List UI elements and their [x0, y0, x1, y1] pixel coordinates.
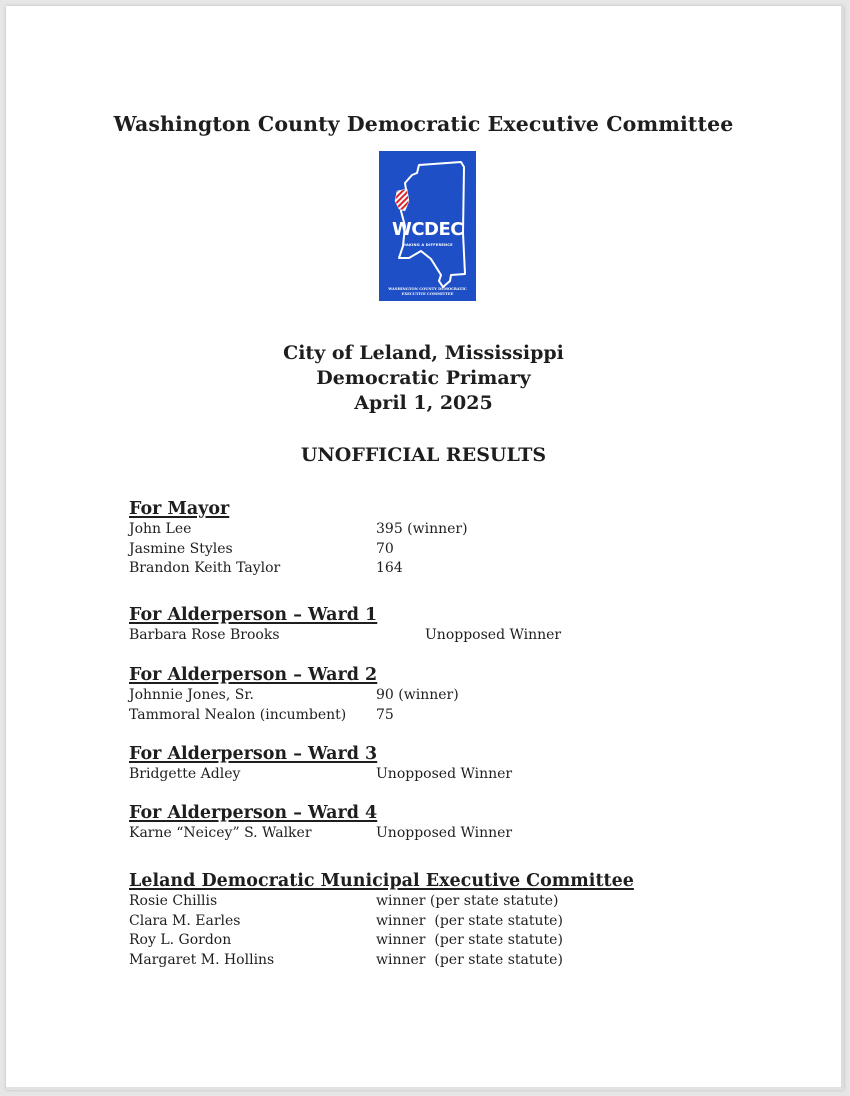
candidate-name: Tammoral Nealon (incumbent) [129, 706, 347, 723]
candidate-result: 75 [376, 706, 394, 723]
section-mayor [129, 498, 749, 579]
result-row [129, 706, 749, 726]
result-row [129, 824, 749, 844]
section-heading: For Alderperson – Ward 4 [129, 803, 378, 823]
candidate-name: Margaret M. Hollins [129, 951, 275, 968]
section-heading: Leland Democratic Municipal Executive Committee [129, 871, 634, 891]
candidate-result: winner (per state statute) [376, 951, 563, 968]
candidate-result: Unopposed Winner [425, 627, 562, 643]
result-row [129, 559, 749, 579]
candidate-result: Unopposed Winner [376, 825, 513, 841]
candidate-name: Roy L. Gordon [129, 932, 232, 948]
result-row [129, 686, 749, 706]
section-executive-committee [129, 870, 749, 970]
logo-org-line2: EXECUTIVE COMMITTEE [401, 292, 454, 296]
result-row [129, 931, 749, 951]
section-ward-3 [129, 743, 749, 785]
candidate-name: Rosie Chillis [129, 893, 218, 909]
candidate-result: winner (per state statute) [376, 893, 559, 909]
candidate-name: John Lee [129, 521, 192, 537]
candidate-result: 395 (winner) [376, 521, 468, 537]
logo-tagline: MAKING A DIFFERENCE [402, 243, 453, 247]
document-page [6, 6, 844, 1090]
results-title: UNOFFICIAL RESULTS [300, 444, 547, 466]
logo-org-name [381, 287, 474, 297]
section-heading: For Alderperson – Ward 2 [129, 665, 378, 685]
candidate-name: Jasmine Styles [129, 540, 233, 557]
candidate-name: Karne “Neicey” S. Walker [129, 825, 312, 841]
result-row [129, 912, 749, 932]
candidate-name: Bridgette Adley [129, 766, 241, 782]
document-title: Washington County Democratic Executive Committee [113, 112, 734, 136]
section-heading: For Alderperson – Ward 3 [129, 744, 378, 764]
section-heading: For Mayor [129, 499, 230, 519]
section-ward-1 [129, 604, 749, 646]
candidate-name: Johnnie Jones, Sr. [129, 687, 254, 703]
result-row [129, 520, 749, 540]
result-row [129, 892, 749, 912]
section-ward-2 [129, 664, 749, 725]
candidate-name: Brandon Keith Taylor [129, 560, 281, 576]
candidate-result: Unopposed Winner [376, 766, 513, 782]
wcdec-logo [379, 151, 476, 301]
logo-org-line1: WASHINGTON COUNTY DEMOCRATIC [388, 287, 467, 291]
candidate-result: 164 [376, 560, 403, 576]
candidate-result: 90 (winner) [376, 687, 459, 703]
result-row [129, 765, 749, 785]
section-ward-4 [129, 802, 749, 844]
election-date: April 1, 2025 [354, 392, 493, 414]
candidate-name: Barbara Rose Brooks [129, 627, 280, 643]
result-row [129, 626, 749, 646]
candidate-name: Clara M. Earles [129, 912, 241, 929]
election-type: Democratic Primary [316, 367, 531, 389]
result-row [129, 540, 749, 560]
candidate-result: 70 [376, 540, 394, 557]
section-heading: For Alderperson – Ward 1 [129, 605, 378, 625]
logo-acronym: WCDEC [391, 219, 463, 240]
candidate-result: winner (per state statute) [376, 932, 563, 948]
election-subheading [6, 341, 841, 416]
result-row [129, 951, 749, 971]
election-city: City of Leland, Mississippi [283, 342, 564, 364]
candidate-result: winner (per state statute) [376, 912, 563, 929]
